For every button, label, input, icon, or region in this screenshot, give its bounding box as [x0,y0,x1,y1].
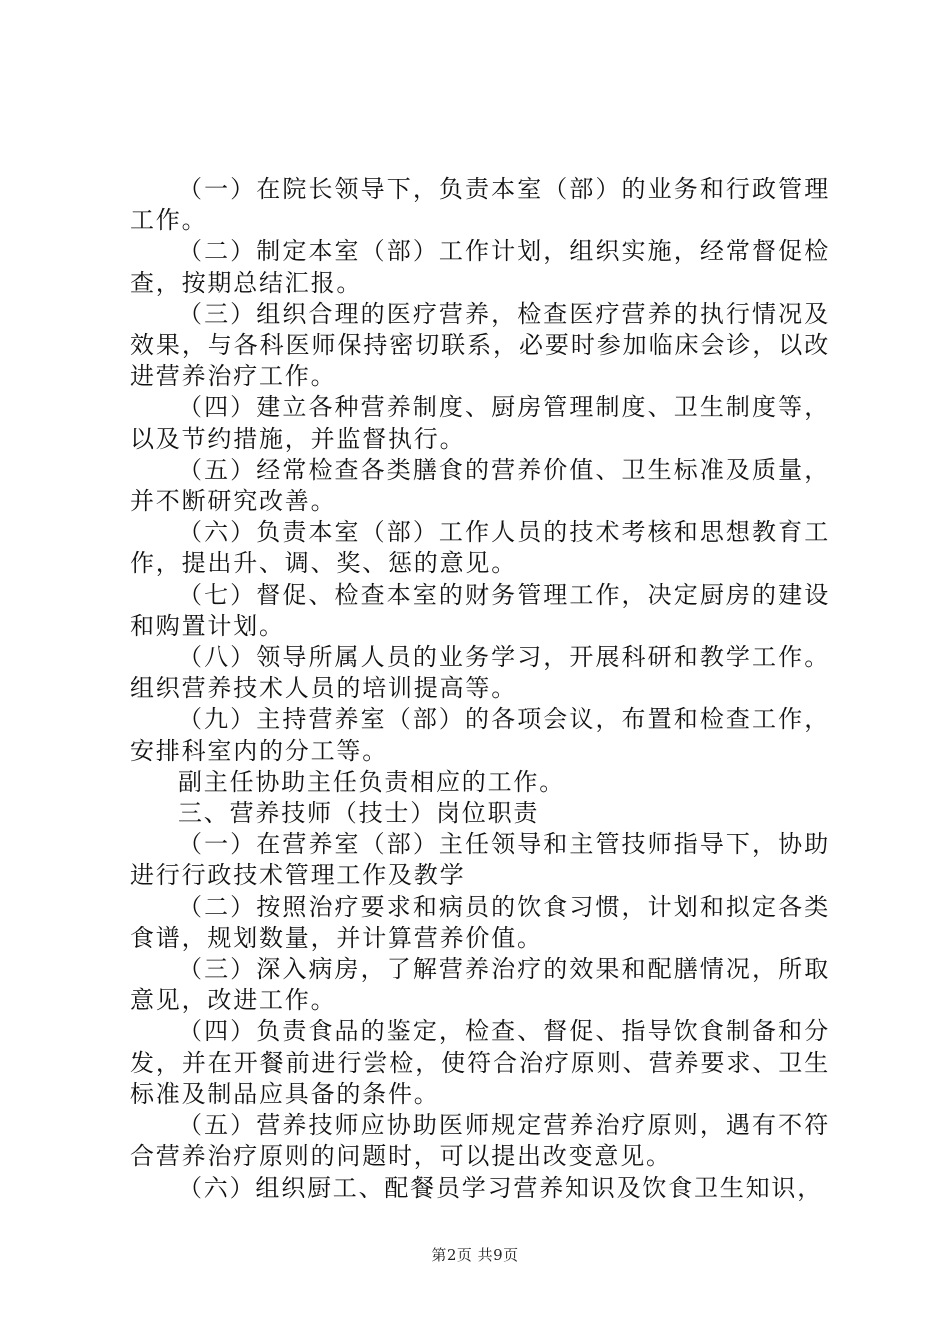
paragraph: （四）负责食品的鉴定，检查、督促、指导饮食制备和分发，并在开餐前进行尝检，使符合治疗原则、营养要求、卫生标准及制品应具备的条件。 [130,1017,830,1108]
paragraph: （六）组织厨工、配餐员学习营养知识及饮食卫生知识， [178,1173,823,1202]
paragraph: （五）营养技师应协助医师规定营养治疗原则，遇有不符合营养治疗原则的问题时，可以提出改变意见。 [130,1111,830,1171]
paragraph: （三）深入病房，了解营养治疗的效果和配膳情况，所取意见，改进工作。 [130,955,830,1015]
paragraph: （三）组织合理的医疗营养，检查医疗营养的执行情况及效果，与各科医师保持密切联系，必要时参加临床会诊，以改进营养治疗工作。 [130,299,830,391]
paragraph: 副主任协助主任负责相应的工作。 [178,767,565,796]
paragraph: （七）督促、检查本室的财务管理工作，决定厨房的建设和购置计划。 [130,580,830,640]
paragraph: （一）在院长领导下，负责本室（部）的业务和行政管理工作。 [130,175,830,235]
paragraph: （九）主持营养室（部）的各项会议，布置和检查工作，安排科室内的分工等。 [130,705,830,765]
section-heading: 三、营养技师（技士）岗位职责 [178,799,540,828]
paragraph: （六）负责本室（部）工作人员的技术考核和思想教育工作，提出升、调、奖、惩的意见。 [130,518,830,578]
paragraph: （二）制定本室（部）工作计划，组织实施，经常督促检查，按期总结汇报。 [130,237,830,297]
paragraph: （四）建立各种营养制度、厨房管理制度、卫生制度等，以及节约措施，并监督执行。 [130,393,830,453]
page-footer: 第2页 共9页 [431,1246,519,1264]
paragraph: （二）按照治疗要求和病员的饮食习惯，计划和拟定各类食谱，规划数量，并计算营养价值。 [130,892,830,952]
paragraph: （一）在营养室（部）主任领导和主管技师指导下，协助进行行政技术管理工作及教学 [130,830,830,890]
paragraph: （八）领导所属人员的业务学习，开展科研和教学工作。组织营养技术人员的培训提高等。 [130,643,830,703]
document-body [130,174,830,1204]
paragraph: （五）经常检查各类膳食的营养价值、卫生标准及质量，并不断研究改善。 [130,455,830,516]
